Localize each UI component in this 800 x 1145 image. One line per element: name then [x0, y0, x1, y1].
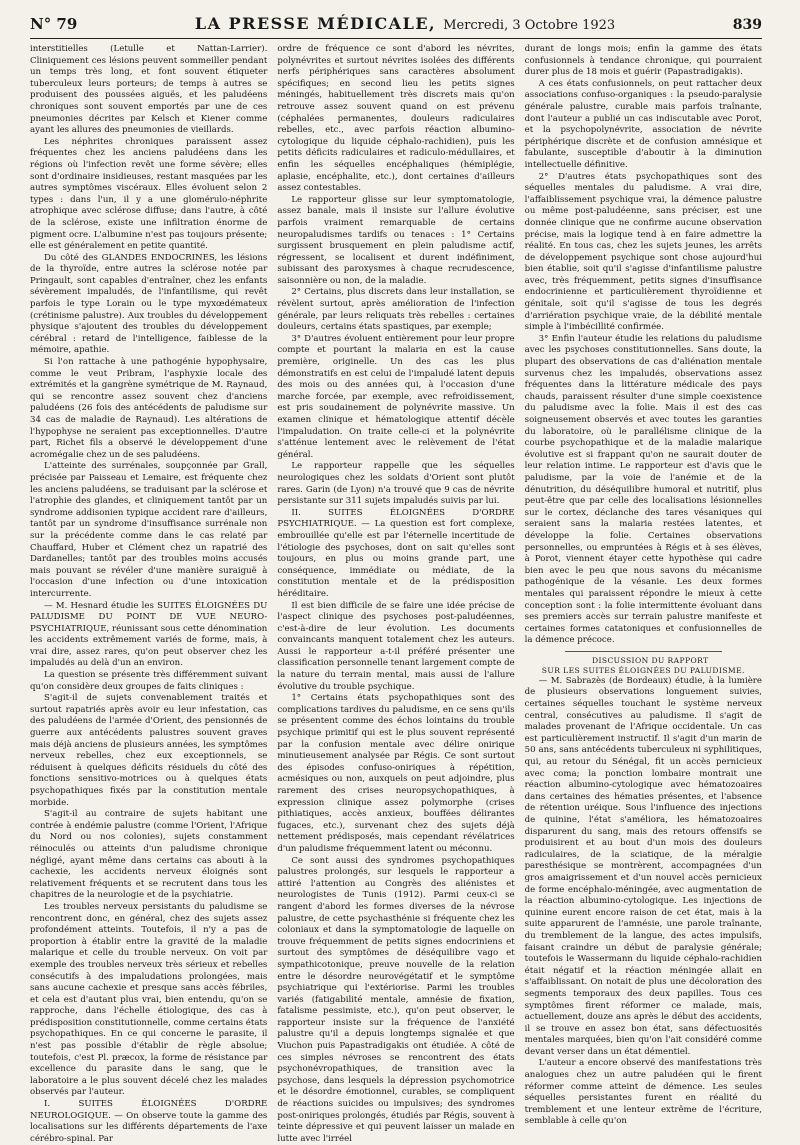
paragraph: L'atteinte des surrénales, soupçonnée par Grall, précisée par Paisseau et Lemaire, est fréquente chez les anciens paludéens, se traduisant par la sclérose et l'atrophie des glandes, et cliniquement tantôt par un syndrome addisonien typique accident rare d'ailleurs, tantôt par un syndrome d'insuffisance surrénale non sur la précédente comme dans le cas relaté par Chauffard, Huber et Clément chez un rapatrié des Dardanelles; tantôt par des troubles moins accusés mais pouvant se révéler d'une manière suraiguë à l'occasion d'une infection ou d'une intoxication intercurrente. [30, 461, 268, 599]
column-2 [277, 44, 515, 1144]
paragraph: ordre de fréquence ce sont d'abord les névrites, polynévrites et surtout névrites isolées des différents nerfs périphériques sans caractères absolument spécifiques; en second lieu les petits signes méningés, habituellement très discrets mais qu'on retrouve assez souvent quand on est prévenu (céphalées permanentes, douleurs radiculaires rebelles, etc., avec parfois réaction albumino-cytologique du liquide céphalo-rachidien), puis les petits déficits radiculaires et radiculo-médullaires, et enfin les séquelles encéphaliques (hémiplégie, aplasie, encéphalite, etc.), dont certaines d'ailleurs assez contestables. [277, 44, 515, 194]
paragraph: II. SUITES ÉLOIGNÉES D'ORDRE PSYCHIATRIQUE. — La question est fort complexe, embrouillée qu'elle est par l'éternelle incertitude de l'étiologie des psychoses, dont on sait qu'elles sont toujours, en plus ou moins grande part, une conséquence, immédiate ou médiate, de la constitution mentale et de la prédisposition héréditaire. [277, 507, 515, 599]
journal-title [195, 14, 615, 33]
paragraph: 2° D'autres états psychopathiques sont des séquelles mentales du paludisme. A vrai dire, l'affaiblissement psychique vrai, la démence palustre ou même post-paludéenne, sans préciser, est une donnée clinique que ne confirme aucune observation précise, mais la logique tend à en faire admettre la réalité. En tous cas, chez les sujets jeunes, les arrêts de développement psychique sont chose aujourd'hui bien établie, soit qu'il s'agisse d'infantilisme palustre avec, très fréquemment, petits signes d'insuffisance endocrinienne et particulièrement thyroïdienne et génitale, soit qu'il s'agisse de tous les degrés d'arriération psychique vraie, de la débilité mentale simple à l'imbécillité confirmée. [524, 171, 762, 333]
column-3-bottom [525, 676, 762, 1128]
journal-name: LA PRESSE MÉDICALE, [194, 14, 437, 33]
paragraph: interstitielles (Letulle et Nattan-Larrier). Cliniquement ces lésions peuvent sommeiller pendant un temps très long, et font souvent étiqueter tuberculeux leurs porteurs; de temps à autres se produisent des poussées aiguës, et les paludéens chroniques sont souvent emportés par une de ces pneumonies décrites par Kelsch et Kiener comme ayant les allures des pneumonies de vieillards. [30, 44, 268, 136]
paragraph: Il est bien difficile de se faire une idée précise de l'aspect clinique des psychoses post-paludéennes, c'est-à-dire de leur évolution. Les documents convaincants manquent totalement chez les auteurs. Aussi le rapporteur a-t-il préféré présenter une classification personnelle tenant largement compte de la nature du terrain mental, mais aussi de l'allure évolutive du trouble psychique. [277, 600, 515, 692]
page-header [30, 14, 762, 39]
paragraph: Du côté des GLANDES ENDOCRINES, les lésions de la thyroïde, entre autres la sclérose notée par Pringault, sont capables d'entraîner, chez les enfants sévèrement impaludés, de l'infantilisme, qui revêt parfois le type Lorain ou le type myxœdémateux (crétinisme palustre). Aux troubles du développement physique s'ajoutent des troubles du développement cérébral : retard de l'intelligence, faiblesse de la mémoire, apathie. [30, 252, 268, 356]
paragraph: Le rapporteur glisse sur leur symptomatologie, assez banale, mais il insiste sur l'allure évolutive parfois vraiment remarquable de certains neuropaludismes tardifs ou tenaces : 1° Certains surgissent brusquement en plein paludisme actif, régressent, se localisent et durent indéfiniment, subissant des paroxysmes à chaque recrudescence, saisonnière ou non, de la maladie. [277, 194, 515, 286]
paragraph: S'agit-il de sujets convenablement traités et surtout rapatriés après avoir eu leur infestation, cas des paludéens de l'armée d'Orient, des pensionnés de guerre aux antécédents palustres souvent graves mais déjà anciens de plusieurs années, les symptômes nerveux rebelles, chez eux exceptionnels, se réduisent à quelques déficits résiduels du côté des fonctions sensitivo-motrices ou à quelques états psychopathiques fixés par la constitution mentale morbide. [30, 693, 268, 808]
paragraph: 1° Certains états psychopathiques sont des complications tardives du paludisme, en ce sens qu'ils se présentent comme des échos lointains du trouble psychique primitif qui est le plus souvent représenté par la confusion mentale avec délire onirique minutieusement analysée par Régis. Ce sont surtout des épisodes confuso-oniriques à répétition, acmésiques ou non, auxquels on peut adjoindre, plus rarement des crises neuropsychopathiques, à expression clinique assez polymorphe (crises pithiatiques, accès anxieux, bouffées délirantes fugaces, etc.), survenant chez des sujets déjà nettement prédisposés, mais cependant révélatrices d'un paludisme fréquemment latent ou méconnu. [277, 693, 515, 854]
paragraph: A ces états confusionnels, on peut rattacher deux associations confuso-organiques : la pseudo-paralysie générale palustre, curable mais parfois traînante, dont l'auteur a publié un cas indiscutable avec Porot, et la psychopolynévrite, association de névrite périphérique discrète et de confusion amnésique et fabulante, susceptible d'aboutir à la diminution intellectuelle définitive. [524, 78, 762, 170]
paragraph: 3° Enfin l'auteur étudie les relations du paludisme avec les psychoses constitutionnelles. Sans doute, la plupart des observations de cas d'aliénation mentale survenus chez les impaludés, observations assez fréquentes dans la littérature médicale des pays chauds, paraissent résulter d'une simple coexistence du paludisme avec la folie. Mais il est des cas soigneusement observés et avec toutes les garanties du laboratoire, où le parallélisme clinique de la courbe psychopathique et de la maladie malarique évolutive est si frappant qu'on ne saurait douter de leur relation intime. Le rapporteur est d'avis que le paludisme, par la voie de l'anémie et de la dénutrition, du déséquilibre humoral et nutritif, plus peut-être que par celle des localisations lésionnelles sur le cortex, déclanche des tares vésaniques qui seraient sans la malaria restées latentes, et développe la folie. Certaines observations personnelles, ou empruntées à Régis et à ses élèves, à Porot, viennent étayer cette hypothèse qui cadre bien avec le peu que nous savons du mécanisme pathogénique de la vésanie. Les deux formes mentales qui paraissent répondre le mieux à cette conception sont : la folie intermittente évoluant dans ses premiers accès sur terrain palustre manifeste et certaines formes catatoniques et confusionnelles de la démence précoce. [524, 333, 762, 646]
paragraph: L'auteur a encore observé des manifestations très analogues chez un autre paludéen qui le firent réformer comme atteint de démence. Les seules séquelles persistantes furent en réalité du tremblement et une lenteur extrême de l'écriture, semblable à celle qu'on [524, 1058, 762, 1127]
paragraph: — M. Sabrazès (de Bordeaux) étudie, à la lumière de plusieurs observations longuement suivies, certaines séquelles touchant le système nerveux central, consécutives au paludisme. Il s'agit de malades provenant de l'Afrique occidentale. Un cas est particulièrement instructif. Il s'agit d'un marin de 50 ans, sans antécédents tuberculeux ni syphilitiques, qui, au retour du Sénégal, fit un accès pernicieux avec coma; la ponction lombaire montrait une réaction albumino-cytologique avec hématozoaires dans certaines des hématies présentes, et l'absence de rétention uréique. Sous l'influence des injections de quinine, l'état s'améliora, les hématozoaires disparurent du sang, mais des retours offensifs se produisirent et au bout d'un mois des douleurs radiculaires, de la sciatique, de la méralgie paresthésique se montrèrent, accompagnées d'un gros amaigrissement et d'un nouvel accès pernicieux de forme encéphalo-méningée, avec augmentation de la réaction albumino-cytologique. Les injections de quinine eurent encore raison de cet état, mais à la suite apparurent de l'amnésie, une parole traînante, du tremblement de la langue, des actes impulsifs, faisant craindre un début de paralysie générale; toutefois le Wassermann du liquide céphalo-rachidien était négatif et la réaction méningée allait en s'affaiblissant. On notait de plus une décoloration des segments temporaux des deux papilles. Tous ces symptômes firent réformer ce malade, mais, actuellement, douze ans après le début des accidents, il se trouve en assez bon état, sans défectuosités mentales marquées, bien qu'on l'ait considéré comme devant verser dans un état démentiel. [524, 675, 762, 1057]
paragraph: Les troubles nerveux persistants du paludisme se rencontrent donc, en général, chez des sujets assez profondément atteints. Toutefois, il n'y a pas de proportion à établir entre la gravité de la maladie malarique et celle du trouble nerveux. On voit par exemple des troubles nerveux très sérieux et rebelles consécutifs à des impaludations prolongées, mais sans aucune cachexie et presque sans accès fébriles, et cela est d'autant plus vrai, bien entendu, qu'on se rapproche, dans l'échelle étiologique, des cas à prédisposition constitutionnelle, comme certains états psychopathiques. En ce qui concerne le parasite, il n'est pas possible d'établir de règle absolue; toutefois, c'est Pl. præcox, la forme de résistance par excellence du parasite dans le sang, que le laboratoire a le plus souvent décelé chez les malades observés par l'auteur. [30, 901, 268, 1098]
paragraph: durant de longs mois; enfin la gamme des états confusionnels à tendance chronique, qui pourraient durer plus de 18 mois et guérir (Papastradigakis). [524, 44, 762, 78]
column-3-top [525, 44, 762, 647]
column-3 [524, 44, 762, 1127]
section-divider [565, 651, 722, 652]
discussion-heading-line-2: SUR LES SUITES ÉLOIGNÉES DU PALUDISME. [541, 665, 745, 675]
paragraph: Le rapporteur rappelle que les séquelles neurologiques chez les soldats d'Orient sont plutôt rares. Garin (de Lyon) n'a trouvé que 9 cas de névrite persistante sur 311 sujets impaludés suivis par lui. [277, 461, 515, 507]
issue-number: N° 79 [30, 15, 78, 33]
paragraph: 3° D'autres évoluent entièrement pour leur propre compte et pourtant la malaria en est la cause première, originelle. Un des cas les plus démonstratifs en est celui de l'impaludé latent depuis des mois ou des années qui, à l'occasion d'une marche forcée, par exemple, avec refroidissement, est pris soudainement de polynévrite massive. Un examen clinique et hématologique attentif décèle l'impaludation. On traite celle-ci et la polynévrite s'atténue lentement avec le relèvement de l'état général. [277, 333, 515, 460]
paragraph: 2° Certains, plus discrets dans leur installation, se révèlent surtout, après amélioration de l'infection générale, par leurs reliquats très rebelles : certaines douleurs, certains états spastiques, par exemple; [277, 287, 515, 333]
column-1 [30, 44, 268, 1144]
discussion-heading-line-1: DISCUSSION DU RAPPORT [591, 655, 709, 665]
paragraph: Les néphrites chroniques paraissent assez fréquentes chez les anciens paludéens dans les régions où l'infection revêt une forme sévère; elles sont d'ordinaire insidieuses, restant masquées par les autres symptômes viscéraux. Elles évoluent selon 2 types : dans l'un, il y a une glomérulo-néphrite atrophique avec sclérose diffuse; dans l'autre, à côté de la sclérose, existe une infiltration énorme de pigment ocre. L'albumine n'est pas toujours présente; elle est généralement en petite quantité. [30, 136, 268, 252]
discussion-heading [525, 656, 762, 676]
text-columns [30, 44, 762, 1144]
page-number: 839 [732, 17, 762, 33]
paragraph: Ce sont aussi des syndromes psychopathiques palustres prolongés, sur lesquels le rapporteur a attiré l'attention au Congrès des aliénistes et neurologistes de Tunis (1912). Parmi ceux-ci se rangent d'abord les formes diverses de la névrose palustre, de cette psychasthénie si fréquente chez les coloniaux et dans la symptomatologie de laquelle on trouve fréquemment de petits signes endocriniens et surtout des symptômes de déséquilibre vago et sympathicotonique, preuve nouvelle de la relation entre le désordre neurovégétatif et le symptôme psychiatrique qui l'extériorise. Parmi les troubles variés (fatigabilité mentale, amnésie de fixation, fatalisme pessimiste, etc.), qu'on peut observer, le rapporteur insiste sur la fréquence de l'anxiété palustre qu'il a depuis longtemps signalée et que Viuchon puis Papastradigakis ont étudiée. A côté de ces simples névroses se rencontrent des états psychonévropathiques, de transition avec la psychose, dans lesquels la dépression psychomotrice et le désordre émotionnel, curables, se compliquent de réactions suicides ou impulsives; des syndromes post-oniriques prolongés, étudiés par Régis, souvent à teinte dépressive et qui peuvent laisser un malade en lutte avec l'irréel [277, 855, 515, 1144]
paragraph: La question se présente très différemment suivant qu'on considère deux groupes de faits cliniques : [30, 670, 268, 692]
paragraph: S'agit-il au contraire de sujets habitant une contrée à endémie palustre (comme l'Orient, l'Afrique du Nord ou nos colonies), sujets constamment réinoculés ou atteints d'un paludisme chronique négligé, ayant même dans certains cas abouti à la cachexie, les accidents nerveux éloignés sont relativement fréquents et se recrutent dans tous les chapitres de la neurologie et de la psychiatrie. [30, 809, 268, 901]
issue-date: Mercredi, 3 Octobre 1923 [443, 18, 616, 33]
paragraph: Si l'on rattache à une pathogénie hypophysaire, comme le veut Pribram, l'asphyxie locale des extrémités et la gangrène symétrique de M. Raynaud, qui se rencontre assez souvent chez d'anciens paludéens (26 fois des antécédents de paludisme sur 34 cas de maladie de Raynaud). Les altérations de l'hypophyse ne seraient pas exceptionnelles. D'autre part, Richet fils a observé le développement d'une acromégalie chez un de ses paludéens. [30, 357, 268, 460]
paragraph: — M. Hesnard étudie les SUITES ÉLOIGNÉES DU PALUDISME DU POINT DE VUE NEURO-PSYCHIATRIQUE, réunissant sous cette dénomination les accidents extrêmement variés de forme, mais, à vrai dire, assez rares, qu'on peut observer chez les impaludés au delà d'un an environ. [30, 600, 268, 669]
paragraph: I. SUITES ÉLOIGNÉES D'ORDRE NEUROLOGIQUE. — On observe toute la gamme des localisations sur les différents départements de l'axe cérébro-spinal. Par [30, 1099, 268, 1144]
